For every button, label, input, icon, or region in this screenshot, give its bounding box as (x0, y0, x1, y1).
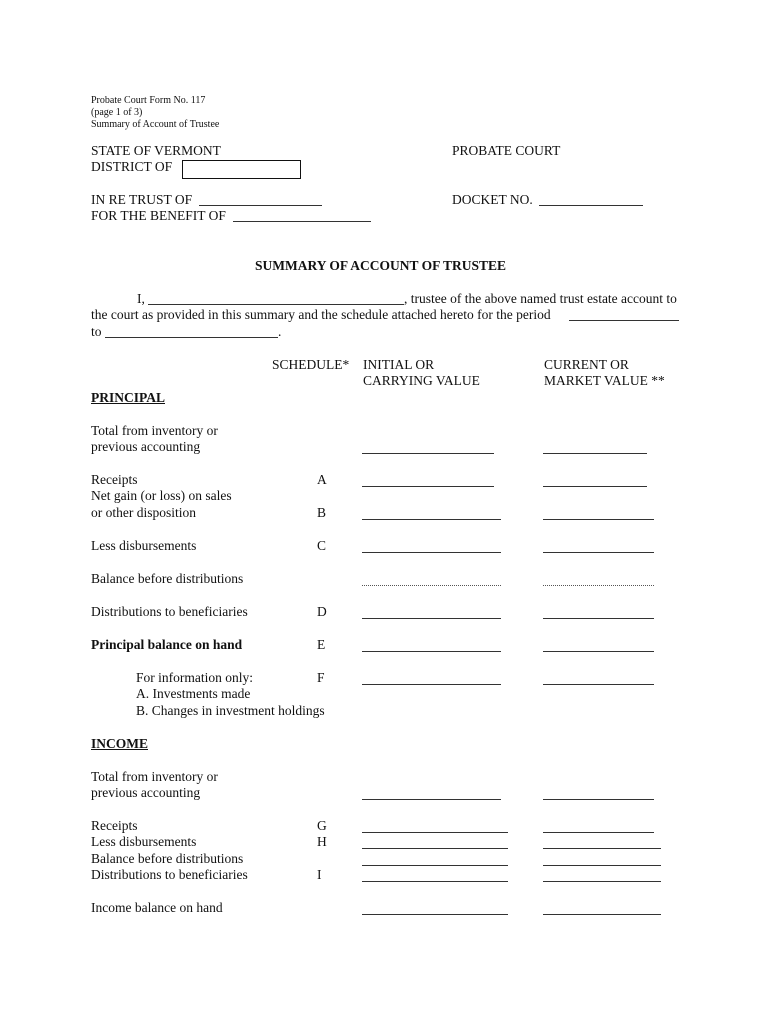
income-balance-on-hand-initial-line[interactable] (362, 914, 508, 915)
income-receipts-schedule: G (317, 818, 327, 833)
principal-balance-before-label: Balance before distributions (91, 571, 244, 586)
income-receipts-label: Receipts (91, 818, 138, 833)
principal-distributions-initial-line[interactable] (362, 618, 501, 619)
income-less-disbursements-label: Less disbursements (91, 834, 197, 849)
income-balance-before-current-line[interactable] (543, 865, 661, 866)
current-value-header-2: MARKET VALUE ** (544, 373, 665, 388)
state-label: STATE OF VERMONT (91, 143, 221, 158)
principal-less-disbursements-label: Less disbursements (91, 538, 197, 553)
principal-less-disbursements-schedule: C (317, 538, 327, 553)
income-receipts-current-line[interactable] (543, 832, 654, 833)
initial-value-header-2: CARRYING VALUE (363, 373, 480, 388)
income-balance-before-initial-line[interactable] (362, 865, 508, 866)
principal-receipts-schedule: A (317, 472, 327, 487)
income-heading: INCOME (91, 736, 148, 751)
docket-label: DOCKET NO. (452, 192, 533, 207)
intro-prefix: I, (137, 291, 145, 306)
principal-heading: PRINCIPAL (91, 390, 165, 405)
income-total-current-line[interactable] (543, 799, 654, 800)
investments-made-label: A. Investments made (136, 686, 251, 701)
principal-total-label-1: Total from inventory or (91, 423, 218, 438)
principal-less-disbursements-current-line[interactable] (543, 552, 654, 553)
principal-balance-on-hand-current-line[interactable] (543, 651, 654, 652)
net-gain-schedule: B (317, 505, 327, 520)
initial-value-header-1: INITIAL OR (363, 357, 435, 372)
net-gain-current-line[interactable] (543, 519, 654, 520)
trust-name-line[interactable] (199, 205, 322, 206)
principal-distributions-label: Distributions to beneficiaries (91, 604, 248, 619)
principal-total-initial-line[interactable] (362, 453, 494, 454)
principal-distributions-schedule: D (317, 604, 327, 619)
district-label: DISTRICT OF (91, 159, 173, 174)
form-subtitle: Summary of Account of Trustee (91, 119, 220, 130)
intro-line-3-prefix: to (91, 324, 102, 339)
income-distributions-label: Distributions to beneficiaries (91, 867, 248, 882)
principal-less-disbursements-initial-line[interactable] (362, 552, 501, 553)
info-only-current-line[interactable] (543, 684, 654, 685)
income-total-initial-line[interactable] (362, 799, 501, 800)
income-distributions-schedule: I (317, 867, 322, 882)
intro-line-3-suffix: . (278, 324, 282, 339)
net-gain-initial-line[interactable] (362, 519, 501, 520)
principal-receipts-current-line[interactable] (543, 486, 647, 487)
trust-label: IN RE TRUST OF (91, 192, 193, 207)
period-end-line[interactable] (105, 337, 278, 338)
page-indicator: (page 1 of 3) (91, 107, 143, 118)
court-label: PROBATE COURT (452, 143, 561, 158)
info-only-schedule: F (317, 670, 325, 685)
info-only-label: For information only: (136, 670, 253, 685)
principal-receipts-label: Receipts (91, 472, 138, 487)
investment-holdings-label: B. Changes in investment holdings (136, 703, 325, 718)
current-value-header-1: CURRENT OR (544, 357, 629, 372)
benefit-label: FOR THE BENEFIT OF (91, 208, 226, 223)
intro-line-2: the court as provided in this summary and the schedule attached hereto for the period (91, 307, 551, 322)
principal-balance-on-hand-label: Principal balance on hand (91, 637, 243, 652)
income-less-disbursements-initial-line[interactable] (362, 848, 508, 849)
intro-suffix: , trustee of the above named trust estate account to (404, 291, 677, 306)
income-total-label-1: Total from inventory or (91, 769, 218, 784)
income-receipts-initial-line[interactable] (362, 832, 508, 833)
district-input-box[interactable] (182, 160, 301, 179)
docket-number-line[interactable] (539, 205, 643, 206)
principal-distributions-current-line[interactable] (543, 618, 654, 619)
net-gain-label-2: or other disposition (91, 505, 196, 520)
trustee-name-line[interactable] (148, 304, 404, 305)
income-distributions-current-line[interactable] (543, 881, 661, 882)
principal-balance-on-hand-schedule: E (317, 637, 326, 652)
income-less-disbursements-schedule: H (317, 834, 327, 849)
principal-balance-before-initial-line[interactable] (362, 585, 501, 586)
income-distributions-initial-line[interactable] (362, 881, 508, 882)
income-total-label-2: previous accounting (91, 785, 201, 800)
beneficiary-line[interactable] (233, 221, 371, 222)
income-balance-on-hand-current-line[interactable] (543, 914, 661, 915)
principal-receipts-initial-line[interactable] (362, 486, 494, 487)
form-number: Probate Court Form No. 117 (91, 95, 206, 106)
principal-total-label-2: previous accounting (91, 439, 201, 454)
schedule-column-header: SCHEDULE* (272, 357, 350, 372)
net-gain-label-1: Net gain (or loss) on sales (91, 488, 232, 503)
principal-balance-on-hand-initial-line[interactable] (362, 651, 501, 652)
period-start-line[interactable] (569, 320, 679, 321)
principal-total-current-line[interactable] (543, 453, 647, 454)
income-balance-before-label: Balance before distributions (91, 851, 244, 866)
info-only-initial-line[interactable] (362, 684, 501, 685)
principal-balance-before-current-line[interactable] (543, 585, 654, 586)
income-balance-on-hand-label: Income balance on hand (91, 900, 223, 915)
income-less-disbursements-current-line[interactable] (543, 848, 661, 849)
document-title: SUMMARY OF ACCOUNT OF TRUSTEE (255, 258, 507, 273)
